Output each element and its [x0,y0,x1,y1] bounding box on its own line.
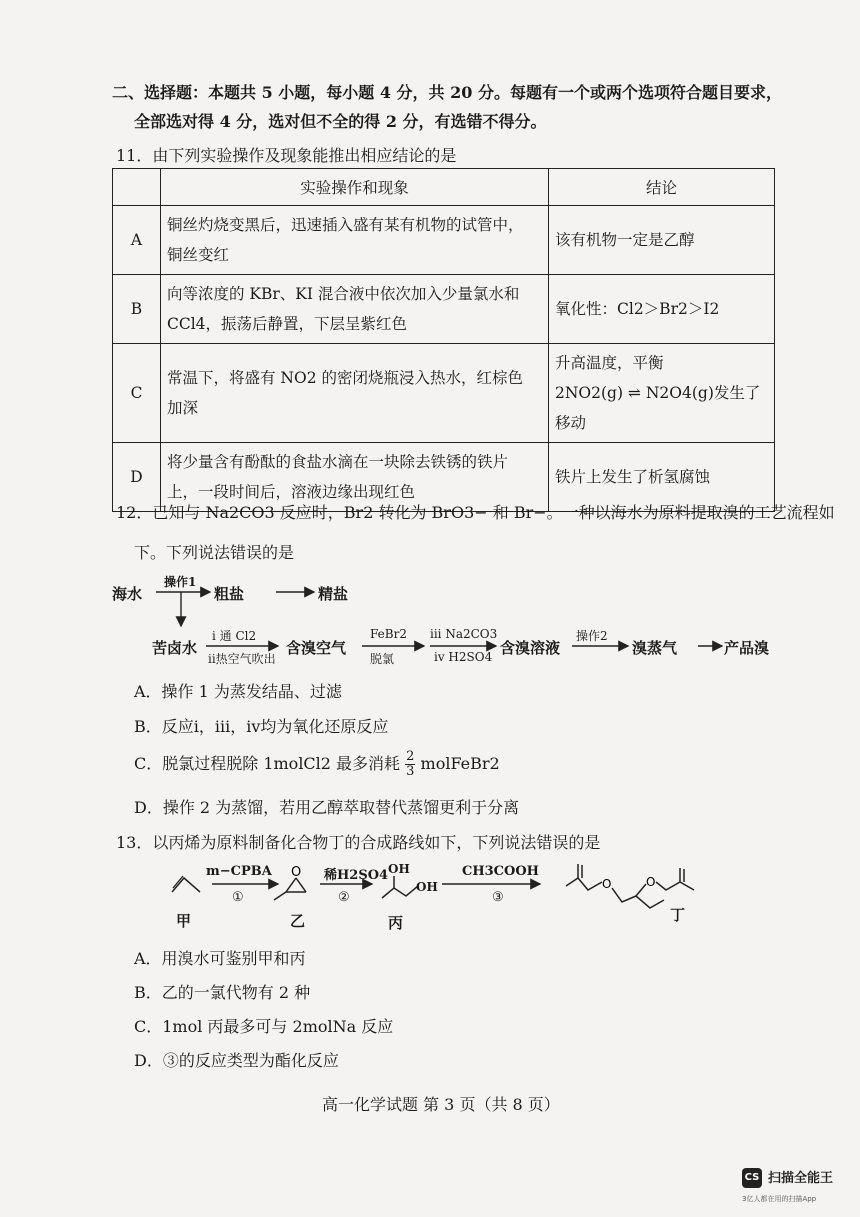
q12-option-d: D．操作 2 为蒸馏，若用乙醇萃取替代蒸馏更利于分离 [134,798,520,817]
row-label: D [113,443,161,512]
q13-name-ding: 丁 [670,906,686,924]
table-row [113,206,775,275]
row-label: C [113,344,161,443]
flow-step-iii: iii Na2CO3 [430,627,498,641]
row-label: B [113,275,161,344]
q11-table-header [113,169,775,206]
flow-dechlor: 脱氯 [370,652,395,666]
row-conclusion: 该有机物一定是乙醇 [549,206,775,275]
fraction-denominator: 3 [406,764,415,779]
q11-table [112,168,775,512]
q12-stem-line1: 12．已知与 Na2CO3 反应时，Br2 转化为 BrO3− 和 Br−。一种以海水为原料提取溴的工艺流程如 [116,503,835,522]
flow-crude-salt: 粗盐 [214,585,245,603]
row-experiment [161,275,549,344]
q12-option-a: A．操作 1 为蒸发结晶、过滤 [134,682,342,701]
watermark-subtitle: 3亿人都在用的扫描App [742,1195,817,1203]
diol-structure [382,886,418,898]
exp-line1: 铜丝灼烧变黑后，迅速插入盛有某有机物的试管中， [167,216,524,234]
q11-header-blank [113,169,161,206]
flow-br-vapor: 溴蒸气 [632,639,678,657]
flow-product: 产品溴 [724,639,770,657]
exp-line2: CCl4，振荡后静置，下层呈紫红色 [167,315,408,333]
q12-option-b: B．反应i，iii，iv均为氧化还原反应 [134,717,389,736]
flow-step-ii: ii热空气吹出 [208,652,276,666]
q13-stem: 13．以丙烯为原料制备化合物丁的合成路线如下，下列说法错误的是 [116,833,601,852]
q13-reagent2: 稀H2SO4 [324,868,389,883]
exp-line2: 上，一段时间后，溶液边缘出现红色 [167,483,416,501]
q13-option-a: A．用溴水可鉴别甲和丙 [134,949,306,968]
fraction [405,750,415,779]
watermark-brand: 扫描全能王 [768,1171,834,1186]
flow-step-iv: iv H2SO4 [434,650,493,664]
table-row [113,275,775,344]
section-header-line1: 二、选择题：本题共 5 小题，每小题 4 分，共 20 分。每题有一个或两个选项符合题目要求， [112,83,782,102]
q11-header-experiment: 实验操作和现象 [161,169,549,206]
row-conclusion [549,344,775,443]
q13-option-d: D．③的反应类型为酯化反应 [134,1051,339,1070]
page-footer: 高一化学试题 第 3 页（共 8 页） [322,1095,560,1114]
flow-seawater: 海水 [112,585,143,603]
svg-text:O: O [291,865,302,880]
flow-br-air: 含溴空气 [286,639,347,657]
fraction-numerator: 2 [406,749,415,764]
q13-reagent1: m−CPBA [206,864,272,879]
flow-step-i: i 通 Cl2 [212,629,257,643]
exp-line1: 常温下，将盛有 NO2 的密闭烧瓶浸入热水，红棕色 [167,369,523,387]
q13-name-bing: 丙 [388,914,404,932]
svg-text:O: O [646,875,656,889]
row-label: A [113,206,161,275]
q13-step2: ② [338,890,350,905]
q13-step3: ③ [492,890,504,905]
con-line1: 升高温度，平衡 [555,354,664,372]
flow-br-solution: 含溴溶液 [500,639,561,657]
diacetate-structure [566,864,694,908]
q12-option-c-text: C．脱氯过程脱除 1molCl2 最多消耗 [134,754,401,773]
q12-option-c [134,750,500,779]
section-header-line2: 全部选对得 4 分，选对但不全的得 2 分，有选错不得分。 [134,112,547,131]
exp-line1: 将少量含有酚酞的食盐水滴在一块除去铁锈的铁片 [167,453,509,471]
q13-option-b: B．乙的一氯代物有 2 种 [134,983,311,1002]
flow-op1: 操作1 [164,575,197,589]
q13-oh-top: OH [388,862,410,876]
q11-header-conclusion: 结论 [549,169,775,206]
q12-stem-line2: 下。下列说法错误的是 [134,543,295,562]
epoxide-structure [274,865,306,900]
row-experiment [161,206,549,275]
flow-bittern: 苦卤水 [152,639,198,657]
q13-step1: ① [232,890,244,905]
flow-op2: 操作2 [576,629,608,643]
table-row [113,344,775,443]
q13-option-c: C．1mol 丙最多可与 2molNa 反应 [134,1017,394,1036]
q13-oh-right: OH [416,880,438,894]
svg-text:O: O [602,877,612,891]
q12-option-c-tail: molFeBr2 [420,754,500,773]
flow-fine-salt: 精盐 [318,585,349,603]
q11-stem: 11．由下列实验操作及现象能推出相应结论的是 [116,146,457,165]
row-conclusion: 铁片上发生了析氢腐蚀 [549,443,775,512]
camscanner-logo-icon: CS [742,1168,762,1188]
exp-line1: 向等浓度的 KBr、KI 混合液中依次加入少量氯水和 [167,285,520,303]
exp-line2: 加深 [167,399,199,417]
con-line2: 2NO2(g) ⇌ N2O4(g)发生了移动 [555,384,761,432]
row-experiment [161,344,549,443]
q13-name-jia: 甲 [176,912,192,930]
exp-line2: 铜丝变红 [167,246,230,264]
q13-name-yi: 乙 [290,912,306,930]
flow-febr2: FeBr2 [370,627,407,641]
q13-reagent3: CH3COOH [462,864,539,879]
row-conclusion: 氧化性：Cl2＞Br2＞I2 [549,275,775,344]
